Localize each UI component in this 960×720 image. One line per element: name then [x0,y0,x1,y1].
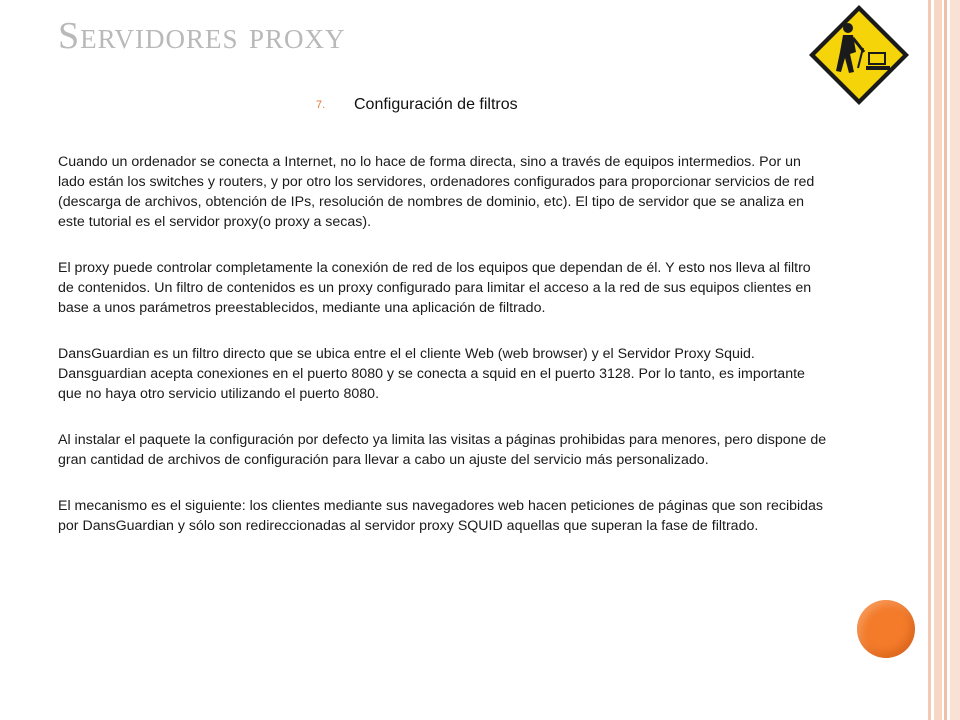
heading-number: 7. [316,99,326,111]
decorative-stripe [944,0,947,720]
heading-text: Configuración de filtros [354,96,518,113]
decorative-stripe [934,0,942,720]
decorative-stripe [950,0,960,720]
section-heading [316,96,518,114]
construction-worker-sign-icon [806,2,912,108]
paragraph: El proxy puede controlar completamente la conexión de red de los equipos que dependan de él. Y esto nos lleva al filtro de contenidos. Un filtro de contenidos es un proxy configurado para limitar el acceso a la red de sus equipos clientes en base a unos parámetros preestablecidos, mediante una aplicación de filtrado. [58,260,812,316]
slide-title: Servidores proxy [58,15,346,57]
paragraph: DansGuardian es un filtro directo que se ubica entre el el cliente Web (web browser) y el Servidor Proxy Squid. Dansguardian acepta conexiones en el puerto 8080 y se conecta a squid en el puerto 3128. Por lo tanto, es importante que no haya otro servicio utilizando el puerto 8080. [58,346,805,402]
orange-circle [857,600,915,658]
paragraph: Al instalar el paquete la configuración por defecto ya limita las visitas a páginas prohibidas para menores, pero dispone de gran cantidad de archivos de configuración para llevar a cabo un ajuste del servicio más personalizado. [58,432,827,468]
paragraph: Cuando un ordenador se conecta a Internet, no lo hace de forma directa, sino a través de equipos intermedios. Por un lado están los switches y routers, y por otro los servidores, ordenadores configurados para proporcionar servicios de red (descarga de archivos, obtención de IPs, resolución de nombres de dominio, etc). El tipo de servidor que se analiza en este tutorial es el servidor proxy(o proxy a secas). [58,154,815,230]
decorative-stripe [928,0,931,720]
paragraph: El mecanismo es el siguiente: los clientes mediante sus navegadores web hacen peticiones de páginas que son recibidas por DansGuardian y sólo son redireccionadas al servidor proxy SQUID aquellas que superan la fase de filtrado. [58,498,824,534]
body-text [58,152,828,562]
